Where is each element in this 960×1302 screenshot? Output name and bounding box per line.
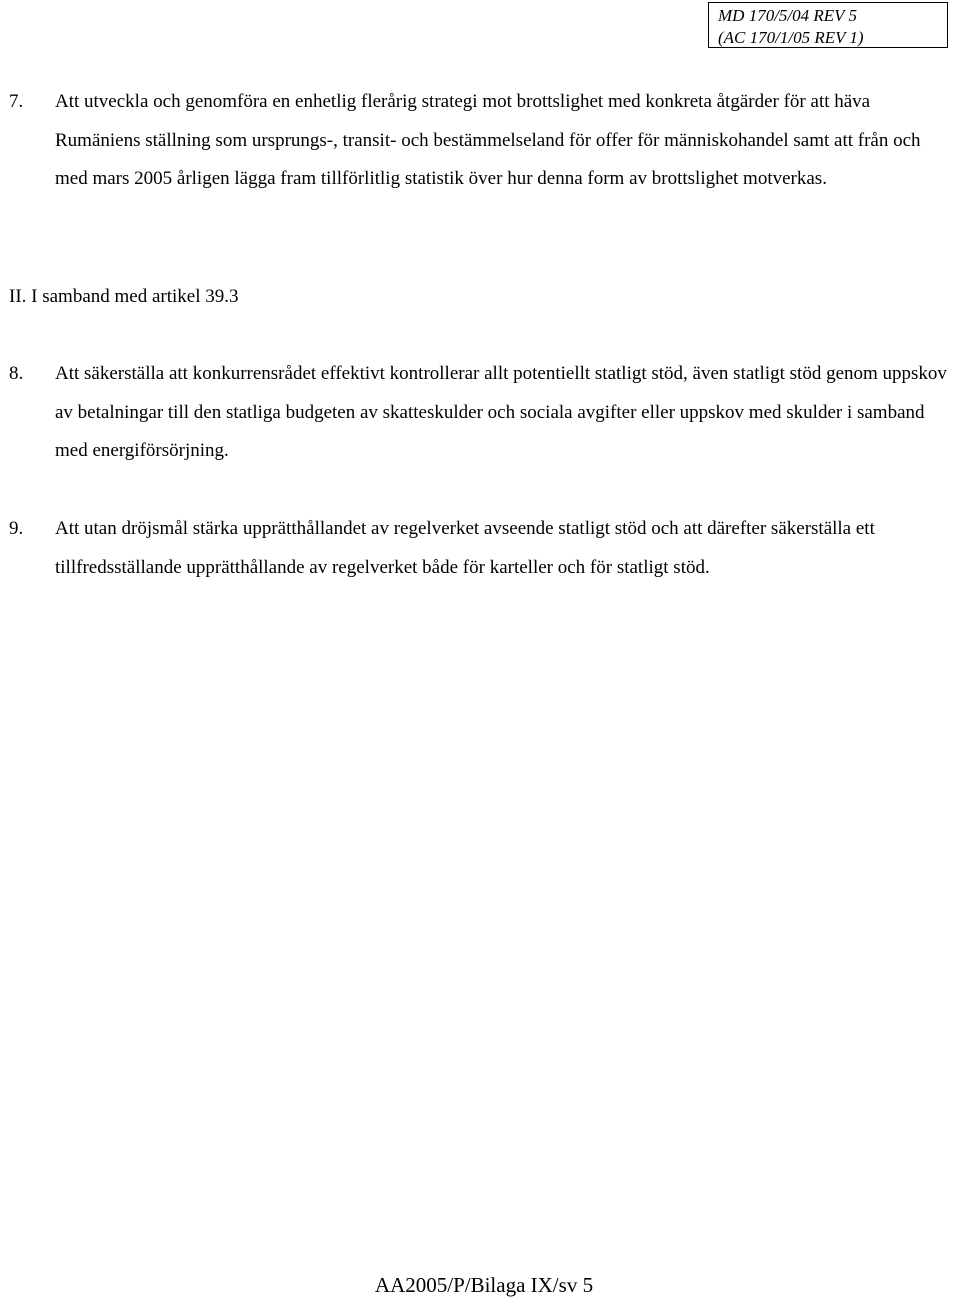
item-text: Att utveckla och genomföra en enhetlig flerårig strategi mot brottslighet med konkreta åtgärder för att häva Rumäniens ställning som ursprungs-, transit- och bestämmelseland för offer för människohandel samt att från och med mars 2005 årligen lägga fram tillförlitlig statistik över hur denna form av brottslighet motverkas. bbox=[55, 91, 921, 189]
list-item-8 bbox=[9, 355, 949, 471]
item-number: 7. bbox=[9, 91, 24, 112]
page-footer: AA2005/P/Bilaga IX/sv 5 bbox=[374, 1273, 594, 1297]
reference-line-2: (AC 170/1/05 REV 1) bbox=[718, 28, 864, 47]
item-number: 8. bbox=[9, 363, 24, 384]
reference-line-1: MD 170/5/04 REV 5 bbox=[718, 6, 857, 25]
item-text: Att säkerställa att konkurrensrådet effektivt kontrollerar allt potentiellt statligt stöd, även statligt stöd genom uppskov av betalningar till den statliga budgeten av skatteskulder och sociala avgifter eller uppskov med skulder i samband med energiförsörjning. bbox=[55, 363, 947, 461]
item-text: Att utan dröjsmål stärka upprätthållandet av regelverket avseende statligt stöd och att därefter säkerställa ett tillfredsställande upprätthållande av regelverket både för karteller och för statligt stöd. bbox=[55, 518, 875, 578]
section-heading: II. I samband med artikel 39.3 bbox=[9, 286, 239, 307]
list-item-7 bbox=[9, 83, 949, 199]
list-item-9 bbox=[9, 510, 949, 587]
document-reference-box bbox=[708, 2, 948, 48]
item-number: 9. bbox=[9, 518, 24, 539]
